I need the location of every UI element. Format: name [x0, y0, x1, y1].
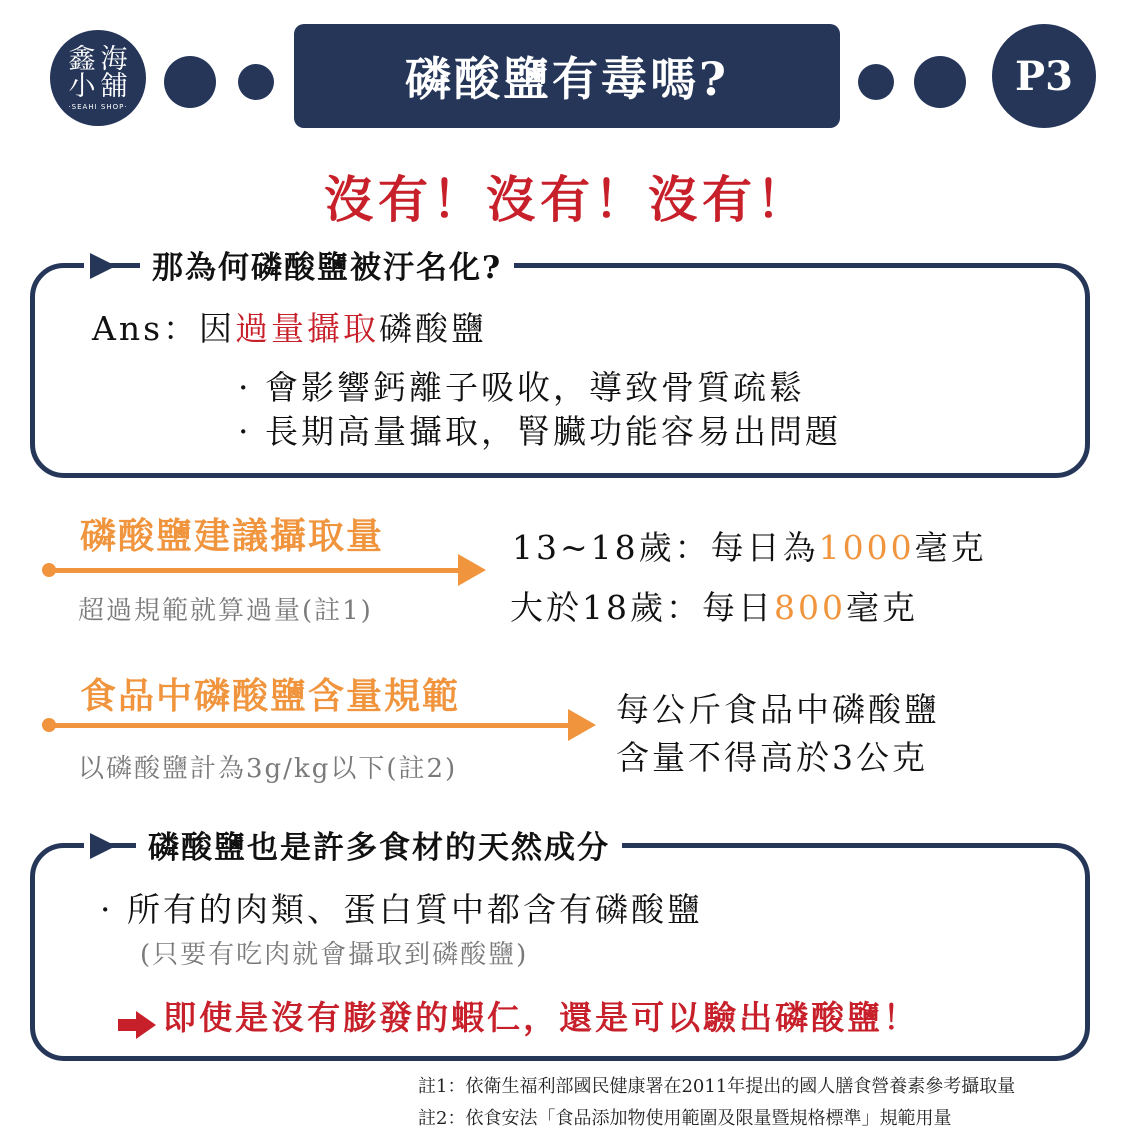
- page-number-badge: P3: [992, 24, 1096, 128]
- intake-value: 800: [774, 588, 846, 627]
- answer-suffix: 磷酸鹽: [379, 309, 488, 348]
- logo-glyph: 海: [100, 43, 128, 75]
- intake-line-teen: [512, 522, 987, 569]
- footnote: 註1：依衛生福利部國民健康署在2011年提出的國人膳食營養素參考攝取量: [418, 1076, 1016, 1097]
- intake-prefix: 13~18歲：每日為: [512, 528, 819, 567]
- page-title: 磷酸鹽有毒嗎?: [294, 24, 840, 128]
- section4-heading: 磷酸鹽也是許多食材的天然成分: [136, 822, 622, 867]
- brand-logo: [50, 30, 146, 126]
- decor-dot-large: [164, 56, 216, 108]
- bullet-item: · 長期高量攝取，腎臟功能容易出問題: [238, 412, 841, 451]
- decor-dot-large: [914, 56, 966, 108]
- red-arrow-icon: [118, 1010, 158, 1040]
- logo-glyph: 舖: [100, 70, 128, 102]
- bullet-subnote: (只要有吃肉就會攝取到磷酸鹽): [140, 940, 529, 970]
- regulation-line: 含量不得高於3公克: [616, 738, 928, 777]
- bullet-item: · 會影響鈣離子吸收，導致骨質疏鬆: [238, 368, 805, 407]
- orange-arrow-icon: [568, 709, 596, 741]
- intake-prefix: 大於18歲：每日: [510, 588, 774, 627]
- intake-unit: 毫克: [914, 528, 987, 567]
- intake-unit: 毫克: [846, 588, 918, 627]
- arrow-right-icon: [90, 253, 116, 279]
- logo-glyph: 小: [68, 70, 96, 102]
- decor-dot-small: [238, 64, 274, 100]
- bullet-item: · 所有的肉類、蛋白質中都含有磷酸鹽: [100, 890, 703, 929]
- arrow-right-icon: [90, 833, 116, 859]
- logo-glyph: 鑫: [68, 43, 96, 75]
- regulation-note: 以磷酸鹽計為3g/kg以下(註2): [78, 754, 458, 784]
- footnote: 註2：依食安法「食品添加物使用範圍及限量暨規格標準」規範用量: [418, 1108, 952, 1129]
- logo-subtext: ·SEAHI SHOP·: [68, 102, 128, 111]
- highlight-text: 即使是沒有膨發的蝦仁，還是可以驗出磷酸鹽！: [163, 998, 920, 1037]
- answer-prefix: Ans：因: [92, 309, 236, 348]
- highlight-line: [118, 992, 919, 1040]
- intake-note: 超過規範就算過量(註1): [78, 596, 373, 626]
- answer-line: [92, 303, 487, 350]
- regulation-title: 食品中磷酸鹽含量規範: [80, 675, 461, 717]
- intake-line-adult: [510, 582, 918, 629]
- orange-line: [50, 568, 462, 573]
- headline: 沒有！沒有！沒有！: [324, 170, 810, 229]
- orange-line: [50, 723, 572, 728]
- orange-arrow-icon: [458, 554, 486, 586]
- decor-dot-small: [858, 64, 894, 100]
- intake-value: 1000: [818, 528, 915, 567]
- answer-highlight: 過量攝取: [235, 309, 380, 348]
- regulation-line: 每公斤食品中磷酸鹽: [616, 690, 940, 729]
- intake-title: 磷酸鹽建議攝取量: [80, 515, 385, 557]
- section1-heading: 那為何磷酸鹽被汙名化?: [140, 242, 514, 287]
